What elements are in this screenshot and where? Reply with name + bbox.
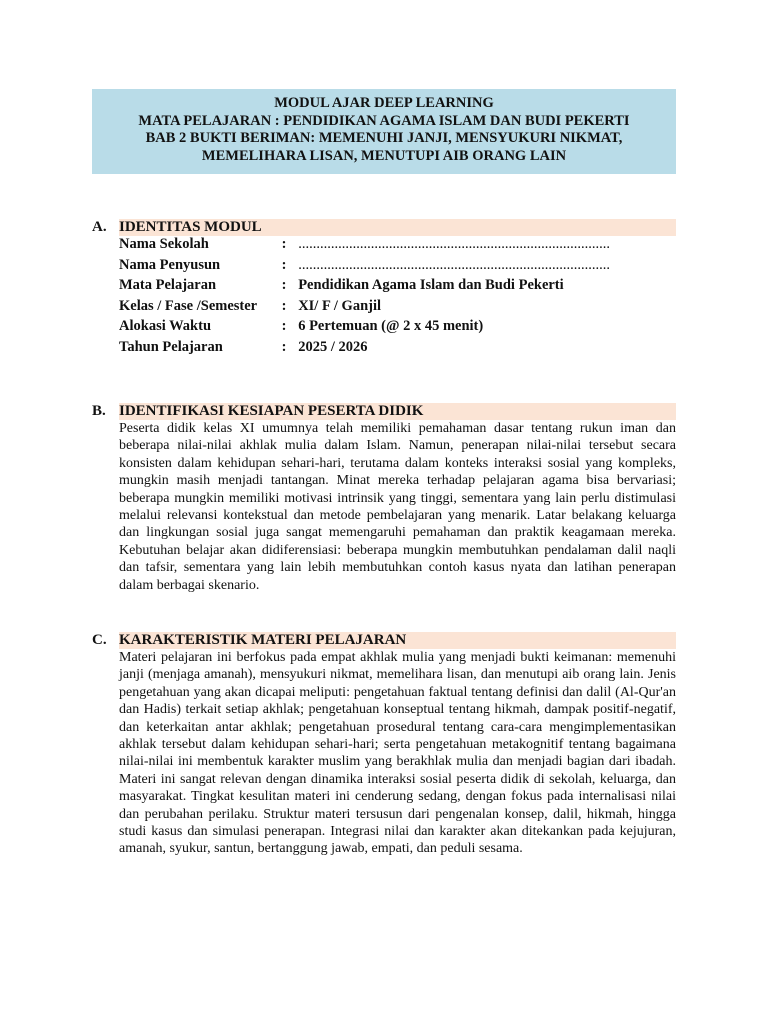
field-colon: : xyxy=(281,297,287,314)
section-letter: C. xyxy=(92,632,107,648)
table-row xyxy=(119,298,676,319)
field-colon: : xyxy=(281,338,287,355)
section-identitas-modul xyxy=(92,219,676,360)
identity-table xyxy=(119,236,676,360)
title-line-1: MODUL AJAR DEEP LEARNING xyxy=(274,95,494,111)
section-paragraph: Peserta didik kelas XI umumnya telah memiliki pemahaman dasar tentang rukun iman dan beberapa nilai-nilai akhlak mulia dalam Islam. Namun, penerapan nilai-nilai tersebut secara konsisten dalam kehidupan sehari-hari, terutama dalam konteks interaksi sosial yang kompleks, mungkin masih menjadi tantangan. Minat mereka terhadap pelajaran agama bisa bervariasi; beberapa mungkin memiliki motivasi intrinsik yang tinggi, sementara yang lain perlu distimulasi melalui relevansi kontekstual dan metode pembelajaran yang menarik. Latar belakang keluarga dan lingkungan sosial juga sangat memengaruhi pemahaman dan praktik keagamaan mereka. Kebutuhan belajar akan didiferensiasi: beberapa mungkin membutuhkan pendalaman dalil naqli dan tafsir, sementara yang lain lebih membutuhkan contoh kasus nyata dan latihan penerapan dalam berbagai skenario. xyxy=(119,421,676,593)
section-heading xyxy=(92,219,676,236)
field-label: Nama Sekolah xyxy=(119,236,209,252)
field-label: Mata Pelajaran xyxy=(119,277,217,294)
section-title: IDENTIFIKASI KESIAPAN PESERTA DIDIK xyxy=(119,403,676,420)
table-row xyxy=(119,339,676,360)
title-line-2: MATA PELAJARAN : PENDIDIKAN AGAMA ISLAM DAN BUDI PEKERTI xyxy=(138,112,630,129)
title-line-4: MEMELIHARA LISAN, MENUTUPI AIB ORANG LAIN xyxy=(201,147,567,164)
section-letter: A. xyxy=(92,219,107,235)
section-title: IDENTITAS MODUL xyxy=(119,219,676,236)
field-value: ...................................................................................... xyxy=(298,256,610,273)
field-value: ...................................................................................... xyxy=(298,236,610,252)
field-value: 6 Pertemuan (@ 2 x 45 menit) xyxy=(298,318,484,335)
section-kesiapan-peserta-didik xyxy=(92,403,676,594)
section-paragraph: Materi pelajaran ini berfokus pada empat akhlak mulia yang menjadi bukti keimanan: memenuhi janji (menjaga amanah), mensyukuri nikmat, memelihara lisan, dan menutupi aib orang lain. Jenis pengetahuan yang akan dicapai meliputi: pengetahuan faktual tentang definisi dan dalil (Al-Qur'an dan Hadis) terkait setiap akhlak; pengetahuan konseptual tentang hikmah, dampak positif-negatif, dan keterkaitan antar akhlak; pengetahuan prosedural tentang cara-cara mengimplementasikan akhlak tersebut dalam kehidupan sehari-hari; serta pengetahuan metakognitif tentang bagaimana nilai-nilai ini membentuk karakter muslim yang berakhlak mulia dan menjadi bagian dari ibadah. Materi ini sangat relevan dengan dinamika interaksi sosial peserta didik di sekolah, keluarga, dan masyarakat. Tingkat kesulitan materi ini cenderung sedang, dengan fokus pada internalisasi nilai dan perubahan perilaku. Struktur materi tersusun dari pengenalan konsep, dalil, hikmah, hingga studi kasus dan simulasi penerapan. Integrasi nilai dan karakter akan ditekankan pada kejujuran, amanah, syukur, santun, bertanggung jawab, empati, dan peduli sesama. xyxy=(119,650,676,857)
field-colon: : xyxy=(281,318,287,335)
section-heading xyxy=(92,632,676,649)
field-colon: : xyxy=(281,256,287,273)
section-heading xyxy=(92,403,676,420)
field-value: Pendidikan Agama Islam dan Budi Pekerti xyxy=(298,277,564,294)
section-title: KARAKTERISTIK MATERI PELAJARAN xyxy=(119,632,676,649)
field-label: Alokasi Waktu xyxy=(119,318,212,335)
table-row xyxy=(119,257,676,278)
field-colon: : xyxy=(281,277,287,294)
field-label: Tahun Pelajaran xyxy=(119,338,223,355)
section-letter: B. xyxy=(92,403,106,419)
field-label: Kelas / Fase /Semester xyxy=(119,297,258,314)
section-karakteristik-materi xyxy=(92,632,676,858)
table-row xyxy=(119,236,676,257)
title-line-3: BAB 2 BUKTI BERIMAN: MEMENUHI JANJI, MENSYUKURI NIKMAT, xyxy=(145,130,623,146)
table-row xyxy=(119,277,676,298)
table-row xyxy=(119,318,676,339)
field-label: Nama Penyusun xyxy=(119,256,221,273)
field-colon: : xyxy=(281,236,287,252)
document-title-box xyxy=(92,89,676,174)
field-value: 2025 / 2026 xyxy=(298,338,368,355)
field-value: XI/ F / Ganjil xyxy=(298,297,382,314)
